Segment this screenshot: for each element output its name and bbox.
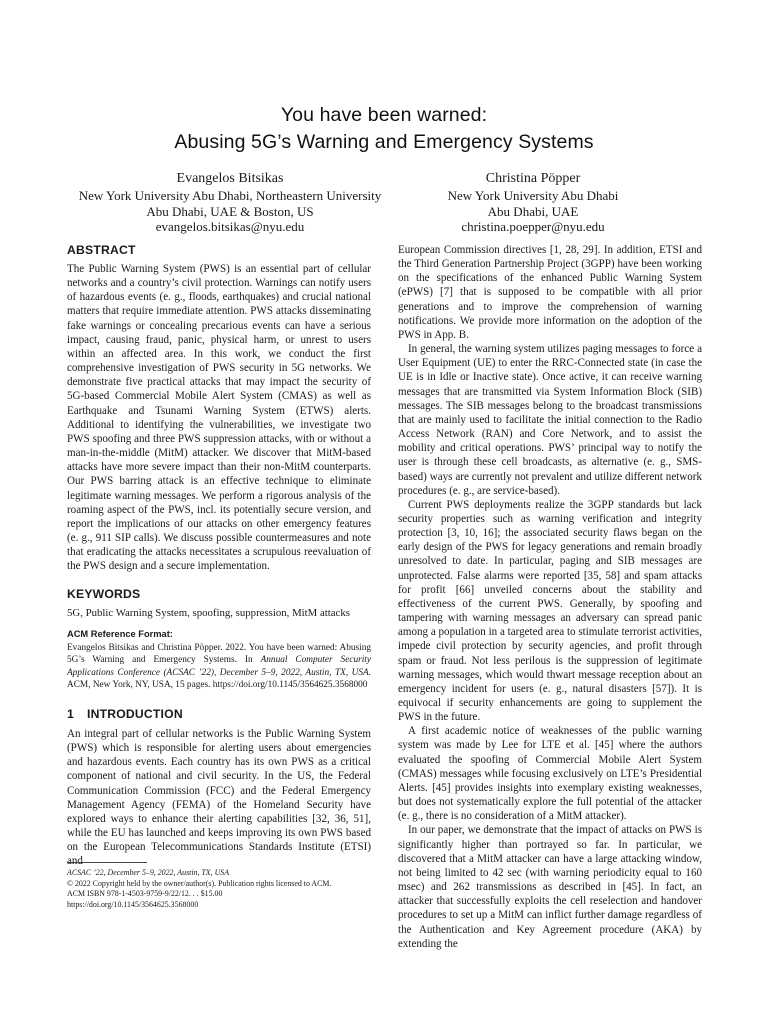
acm-reference-authors: Evangelos Bitsikas and Christina Pöpper. 2022. You have been warned: Abusing 5G’s Warning and Emergency Systems. In — [67, 642, 371, 666]
author-block-2 — [343, 169, 723, 235]
acm-reference-venue: Annual Computer Security Applications Conference (ACSAC ’22), December 5–9, 2022, Austin, TX, USA. — [67, 655, 372, 678]
acm-reference-heading: ACM Reference Format: — [67, 629, 173, 640]
author-email: evangelos.bitsikas@nyu.edu — [155, 219, 305, 235]
left-column — [67, 243, 371, 869]
abstract-heading: ABSTRACT — [67, 243, 136, 257]
section-number: 1 — [67, 706, 74, 721]
author-location: Abu Dhabi, UAE & Boston, US — [146, 203, 314, 219]
body-paragraph: In our paper, we demonstrate that the impact of attacks on PWS is significantly higher than portrayed so far. In particular, we discovered that a MitM attacker can have a large attacking window, not being limited to 42 sec (with warning periodicity equal to 160 msec) and 262 transmissions as described in [45]. In fact, an attacker that successfully exploits the cell reselection and handover procedures to set up a MitM can inflict further damage regardless of the Authentication and Key Agreement procedure (AKA) by extending the — [398, 824, 702, 950]
author-affiliation: New York University Abu Dhabi, Northeastern University — [78, 188, 382, 203]
author-location: Abu Dhabi, UAE — [487, 203, 579, 219]
acm-reference-tail: ACM, New York, NY, USA, 15 pages. https://doi.org/10.1145/3564625.3568000 — [67, 680, 368, 691]
copyright-footnote — [67, 862, 371, 911]
body-paragraph: In general, the warning system utilizes paging messages to force a User Equipment (UE) to enter the RRC-Connected state (in case the UE is in Idle or Inactive state). Once active, it can receive warning messages that are transmitted via System Information Block (SIB) messages. The SIB messages belong to the broadcast transmissions that are mainly used to facilitate the initial connection to the Radio Access Network (RAN) and Core Network, and to assist the mobility and critical operations. PWS’ principal way to notify the user is through these cell broadcasts, as alternative (e. g., SMS-based) ways are currently not prevalent and utilize different network procedures (e. g., are service-based). — [398, 343, 702, 497]
paper-title-line-1: You have been warned: — [280, 104, 488, 126]
introduction-heading — [67, 707, 371, 721]
author-affiliation: New York University Abu Dhabi — [447, 188, 619, 203]
footnote-isbn: ACM ISBN 978-1-4503-9759-9/22/12. . . $15.00 — [67, 889, 223, 899]
author-name: Evangelos Bitsikas — [176, 171, 284, 186]
right-column — [398, 243, 702, 951]
footnote-doi: https://doi.org/10.1145/3564625.3568000 — [67, 900, 199, 910]
footnote-venue: ACSAC ’22, December 5–9, 2022, Austin, TX, USA — [67, 868, 230, 877]
paper-title-line-2: Abusing 5G’s Warning and Emergency Systems — [174, 131, 594, 153]
section-title: INTRODUCTION — [87, 706, 183, 721]
acm-reference-text — [67, 642, 371, 692]
body-paragraph: European Commission directives [1, 28, 29]. In addition, ETSI and the Third Generation Partnership Project (3GPP) have been working on the specifications of the enhanced Public Warning System (ePWS) [7] that is supposed to be compatible with all prior generations and to improve the comprehension of warning notifications. We provide more information on the adoption of the PWS in App. B. — [398, 244, 702, 341]
body-paragraph: Current PWS deployments realize the 3GPP standards but lack security properties such as warning verification and integrity protection [3, 10, 16]; the associated security flaws began on the early design of the PWS for legacy generations and remain broadly unresolved to date. In particular, paging and SIB messages are unprotected. False alarms were reported [35, 58] and spam attacks for profit [66] unveiled concerns about the stability and effectiveness of the current PWS. Generally, by spoofing and tampering with warning messages an adversary can spread panic among a population in a targeted area to stimulate terrorist activities, impede civil protection by security agencies, and profit through spam or fraud. Not less perilous is the suppression of legitimate warning messages, which would thwart message reception about an emergency incident for users (e. g., natural disasters [57]). It is equivocal if security enhancements are going to supplement the PWS in the future. — [398, 498, 702, 724]
keywords-heading: KEYWORDS — [67, 587, 141, 602]
author-name: Christina Pöpper — [485, 171, 581, 186]
introduction-paragraph: An integral part of cellular networks is the Public Warning System (PWS) which is responsible for alerting users about emergencies and hazardous events. Each country has its own PWS as a critical component of national and civil security. In the US, the Federal Communication Commission (FCC) and the Federal Emergency Management Agency (FEMA) of the Homeland Security have explored ways to enhance their alerting capabilities [32, 36, 51], while the EU has launched and keeps improving its own PWS based on the European Telecommunications Standards Institute (ETSI) and — [67, 727, 371, 868]
footnote-rule — [67, 862, 147, 863]
author-email: christina.poepper@nyu.edu — [461, 219, 605, 235]
footnote-copyright: © 2022 Copyright held by the owner/author(s). Publication rights licensed to ACM. — [67, 878, 332, 888]
body-paragraph: A first academic notice of weaknesses of the public warning system was made by Lee for LTE et al. [45] where the authors evaluated the spoofing of Commercial Mobile Alert System (CMAS) messages while focusing exclusively on LTE’s Presidential Alerts. [45] provides insights into exemplary existing weaknesses, but does not systematically explore the full potential of the attacker (e. g., there is no consideration of a MitM attacker). — [398, 725, 702, 823]
keywords-text: 5G, Public Warning System, spoofing, suppression, MitM attacks — [67, 607, 350, 620]
abstract-text: The Public Warning System (PWS) is an essential part of cellular networks and a country’s civil protection. Warnings can notify users of hazardous events (e. g., floods, earthquakes) and crucial national matters that require immediate attention. PWS attacks disseminating fake warnings or concealing precarious events can have a serious impact, causing fraud, panic, physical harm, or unrest to users within an affected area. In this work, we conduct the first comprehensive investigation of PWS security in 5G networks. We demonstrate five practical attacks that may impact the security of 5G-based Commercial Mobile Alert System (CMAS) as well as Earthquake and Tsunami Warning System (ETWS) alerts. Additional to identifying the vulnerabilities, we investigate two PWS spoofing and three PWS suppression attacks, with or without a man-in-the-middle (MitM) attacker. We discover that MitM-based attacks have more severe impact than their non-MitM counterparts. Our PWS barring attack is an effective technique to eliminate legitimate warning messages. We perform a rigorous analysis of the roaming aspect of the PWS, incl. its potentially secure version, and report the implications of our attacks on other emergency features (e. g., 911 SIP calls). We discuss possible countermeasures and note that eradicating the attacks necessitates a scrupulous reevaluation of the PWS design and a secure implementation. — [67, 263, 371, 573]
